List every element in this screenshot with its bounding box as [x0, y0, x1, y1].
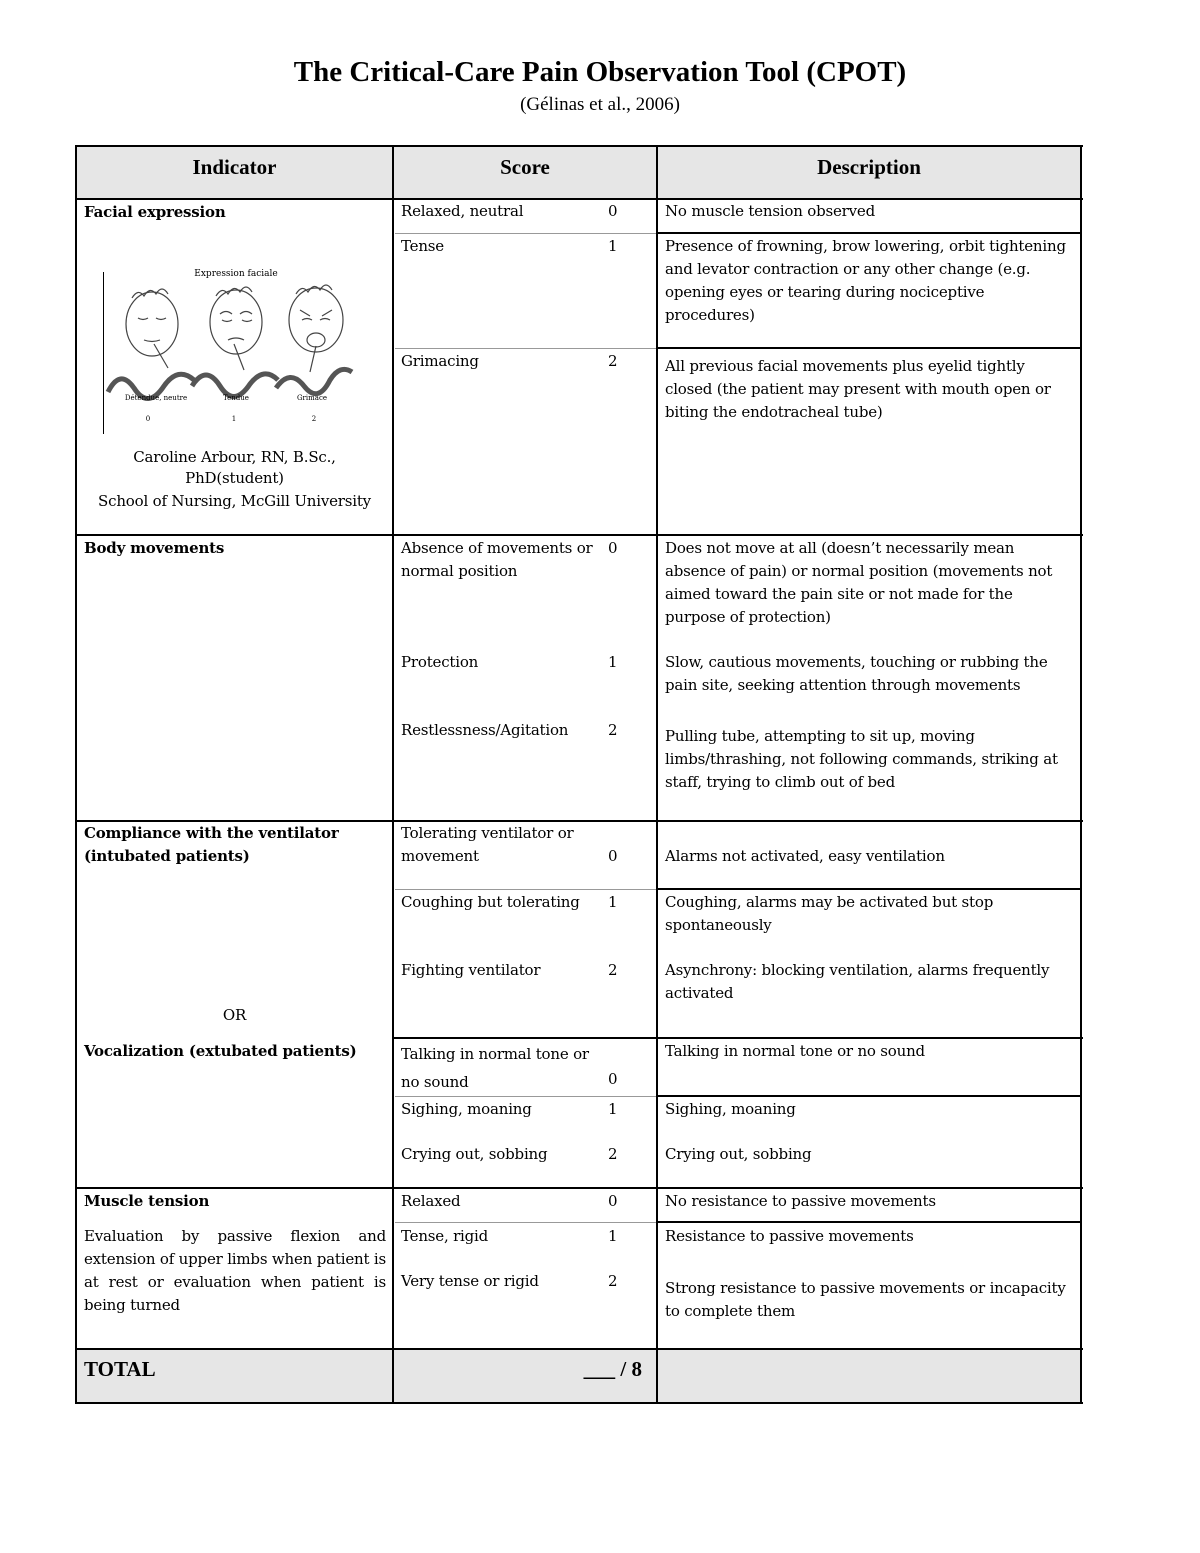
muscle-score-label-1: Tense, rigid — [401, 1227, 489, 1245]
tense-face-icon — [192, 287, 278, 397]
muscle-desc-1: Resistance to passive movements — [665, 1227, 914, 1245]
relaxed-face-icon — [108, 289, 194, 399]
table-border-right — [1080, 145, 1082, 1404]
vocal-score-value-0: 0 — [608, 1070, 618, 1088]
ventilator-desc-0: Alarms not activated, easy ventilation — [665, 847, 945, 865]
ventilator-indicator: Compliance with the ventilator (intubated patients) — [84, 824, 339, 865]
figure-label-grimace: Grimace — [296, 394, 328, 402]
facial-indicator: Facial expression — [84, 203, 226, 221]
muscle-desc-separator — [658, 1221, 1082, 1223]
figure-number-2: 2 — [311, 415, 317, 423]
figure-label-relaxed: Détendue, neutre — [124, 394, 188, 402]
body-desc-1: Slow, cautious movements, touching or rubbing the pain site, seeking attention through movements — [665, 653, 1048, 694]
facial-desc-1: Presence of frowning, brow lowering, orbit tightening and levator contraction or any other change (e.g. opening eyes or tearing during nociceptive procedures) — [665, 237, 1066, 324]
vocal-score-value-2: 2 — [608, 1145, 618, 1163]
table-border-top — [76, 145, 1083, 147]
column-divider-2 — [656, 145, 658, 1404]
facial-subrow-separator-2 — [395, 348, 657, 349]
figure-number-0: 0 — [145, 415, 151, 423]
vocal-indicator: Vocalization (extubated patients) — [84, 1042, 357, 1060]
ventilator-desc-2: Asynchrony: blocking ventilation, alarms frequently activated — [665, 961, 1050, 1002]
header-description: Description — [817, 155, 921, 179]
ventilator-score-value-0: 0 — [608, 847, 618, 865]
figure-caption: Expression faciale — [194, 269, 278, 279]
vocal-desc-2: Crying out, sobbing — [665, 1145, 812, 1163]
facial-score-label-1: Tense — [401, 237, 444, 255]
body-desc-0: Does not move at all (doesn’t necessarily mean absence of pain) or normal position (movements not aimed toward the pain site or not made for the purpose of protection) — [665, 539, 1053, 626]
vocal-subrow-separator — [395, 1096, 657, 1097]
muscle-score-label-2: Very tense or rigid — [401, 1272, 539, 1290]
body-score-value-0: 0 — [608, 539, 618, 557]
vocal-desc-0: Talking in normal tone or no sound — [665, 1042, 925, 1060]
facial-score-label-2: Grimacing — [401, 352, 479, 370]
ventilator-desc-separator — [658, 888, 1082, 890]
credit-line-2: PhD(student) — [185, 469, 284, 487]
body-indicator: Body movements — [84, 539, 225, 557]
total-label: TOTAL — [84, 1357, 156, 1381]
document-citation: (Gélinas et al., 2006) — [520, 94, 680, 115]
muscle-desc-2: Strong resistance to passive movements or incapacity to complete them — [665, 1279, 1066, 1320]
body-score-value-1: 1 — [608, 653, 618, 671]
facial-row-border — [76, 534, 1083, 536]
muscle-row-border — [76, 1348, 1083, 1350]
muscle-subrow-separator — [395, 1222, 657, 1223]
muscle-score-value-1: 1 — [608, 1227, 618, 1245]
ventilator-score-value-1: 1 — [608, 893, 618, 911]
vocal-row-border — [76, 1187, 1083, 1189]
facial-score-label-0: Relaxed, neutral — [401, 202, 524, 220]
body-desc-2: Pulling tube, attempting to sit up, moving limbs/thrashing, not following commands, striking at staff, trying to climb out of bed — [665, 727, 1058, 791]
vocal-score-value-1: 1 — [608, 1100, 618, 1118]
facial-subrow-separator-1 — [395, 233, 657, 234]
vocal-score-label-1: Sighing, moaning — [401, 1100, 532, 1118]
ventilator-score-label-1: Coughing but tolerating — [401, 893, 580, 911]
muscle-score-label-0: Relaxed — [401, 1192, 461, 1210]
header-indicator: Indicator — [192, 155, 277, 179]
vocal-score-label-0: Talking in normal tone or no sound — [401, 1045, 589, 1091]
muscle-score-value-2: 2 — [608, 1272, 618, 1290]
table-border-left — [75, 145, 77, 1404]
facial-desc-0: No muscle tension observed — [665, 202, 876, 220]
ventilator-score-value-2: 2 — [608, 961, 618, 979]
facial-desc-separator-1 — [658, 232, 1082, 234]
total-score: ___ / 8 — [583, 1357, 642, 1381]
table-border-bottom — [76, 1402, 1083, 1404]
facial-desc-separator-2 — [658, 347, 1082, 349]
muscle-indicator: Muscle tension — [84, 1192, 210, 1210]
document-title: The Critical-Care Pain Observation Tool (CPOT) — [293, 56, 907, 88]
body-score-label-1: Protection — [401, 653, 479, 671]
figure-left-rule — [103, 272, 104, 434]
body-score-label-0: Absence of movements or normal position — [401, 539, 593, 580]
ventilator-subrow-separator — [395, 889, 657, 890]
header-score: Score — [500, 155, 550, 179]
grimacing-face-icon — [276, 285, 352, 394]
body-score-value-2: 2 — [608, 721, 618, 739]
ventilator-desc-1: Coughing, alarms may be activated but stop spontaneously — [665, 893, 994, 934]
ventilator-score-label-2: Fighting ventilator — [401, 961, 541, 979]
figure-label-tense: Tendue — [223, 394, 249, 402]
ventilator-score-label-0: Tolerating ventilator or movement — [401, 824, 574, 865]
credit-line-3: School of Nursing, McGill University — [98, 492, 371, 510]
facial-score-value-0: 0 — [608, 202, 618, 220]
vocal-score-label-2: Crying out, sobbing — [401, 1145, 548, 1163]
muscle-score-value-0: 0 — [608, 1192, 618, 1210]
or-separator: OR — [222, 1006, 247, 1024]
body-score-label-2: Restlessness/Agitation — [401, 721, 569, 739]
muscle-evaluation-text: Evaluation by passive flexion and extension of upper limbs when patient is at rest or evaluation when patient is being turned — [84, 1227, 386, 1314]
figure-number-1: 1 — [231, 415, 237, 423]
credit-line-1: Caroline Arbour, RN, B.Sc., — [133, 448, 336, 466]
facial-score-value-2: 2 — [608, 352, 618, 370]
column-divider-1 — [392, 145, 394, 1404]
muscle-desc-0: No resistance to passive movements — [665, 1192, 936, 1210]
vocal-desc-separator — [658, 1095, 1082, 1097]
vocal-desc-1: Sighing, moaning — [665, 1100, 796, 1118]
ventilator-row-border — [393, 1037, 1083, 1039]
facial-score-value-1: 1 — [608, 237, 618, 255]
facial-expression-figure — [104, 264, 356, 428]
facial-desc-2: All previous facial movements plus eyelid tightly closed (the patient may present with mouth open or biting the endotracheal tube) — [665, 357, 1051, 421]
